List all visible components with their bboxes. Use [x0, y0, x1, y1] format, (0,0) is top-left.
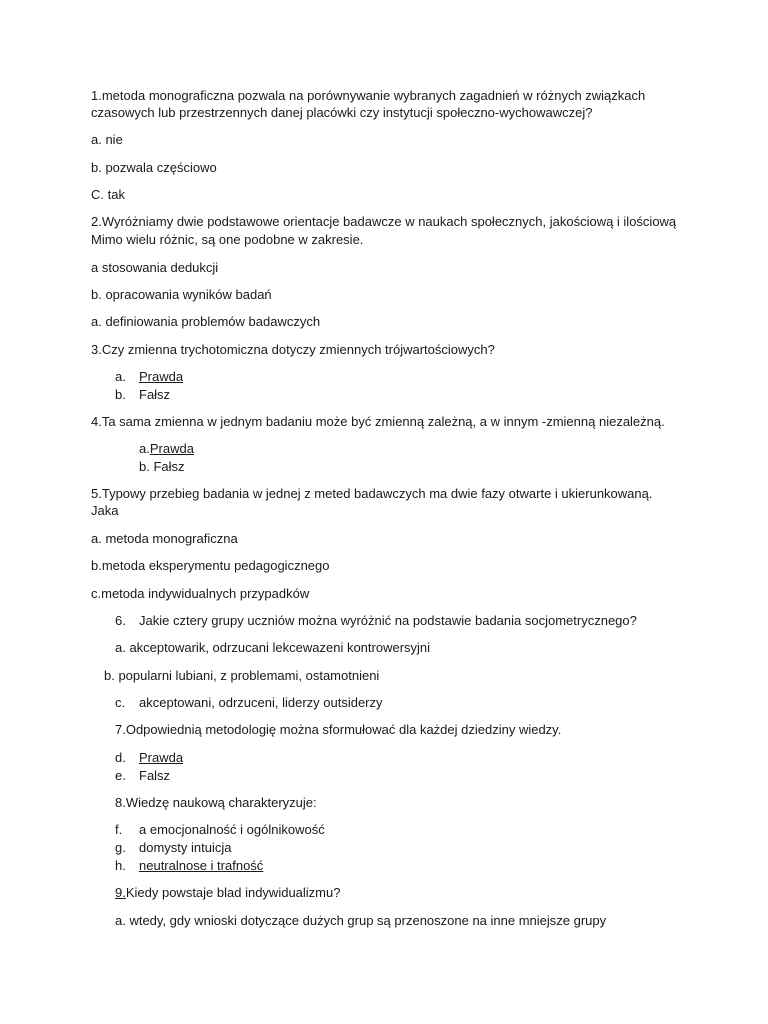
q4-answer-a: [139, 440, 194, 457]
q1-line1: 1.metoda monograficzna pozwala na porównywanie wybranych zagadnień w różnych związkach: [91, 88, 646, 103]
list-marker: a.: [115, 369, 126, 384]
q8-answer-h: [115, 857, 263, 874]
q6-answer-a: a. akceptowarik, odrzucani lekcewazeni kontrowersyjni: [115, 640, 431, 655]
q8-answer-g: [115, 839, 231, 856]
list-marker: f.: [115, 822, 123, 837]
q4-answer-a-text: Prawda: [149, 441, 194, 456]
q6-question-text: Jakie cztery grupy uczniów można wyróżnić na podstawie badania socjometrycznego?: [139, 613, 637, 628]
list-marker: h.: [115, 858, 126, 873]
q8-answer-f-text: a emocjonalność i ogólnikowość: [139, 822, 325, 837]
q2-answer-c: a. definiowania problemów badawczych: [91, 314, 321, 329]
q3-question: 3.Czy zmienna trychotomiczna dotyczy zmiennych trójwartościowych?: [91, 342, 495, 357]
q4-question: 4.Ta sama zmienna w jednym badaniu może być zmienną zależną, a w innym -zmienną niezależną.: [91, 414, 665, 429]
q5-line2: Jaka: [91, 503, 119, 518]
q8-answer-f: [115, 821, 325, 838]
list-marker: c.: [115, 695, 126, 710]
list-marker: g.: [115, 840, 126, 855]
list-marker: d.: [115, 750, 126, 765]
q7-answer-e-text: Falsz: [139, 768, 171, 783]
q4-answer-a-prefix: a.: [139, 441, 150, 456]
q8-answer-g-text: domysty intuicja: [139, 840, 232, 855]
q1-answer-c: C. tak: [91, 187, 125, 202]
q5-answer-a: a. metoda monograficzna: [91, 531, 238, 546]
q5-answer-b: b.metoda eksperymentu pedagogicznego: [91, 558, 330, 573]
q6-answer-b: b. popularni lubiani, z problemami, ostamotnieni: [104, 668, 380, 683]
q7-answer-d-text: Prawda: [139, 750, 184, 765]
q1-line2: czasowych lub przestrzennych danej placówki czy instytucji społeczno-wychowawczej?: [91, 105, 593, 120]
q7-question: 7.Odpowiednią metodologię można sformułować dla każdej dziedziny wiedzy.: [115, 722, 562, 737]
q1-answer-a: a. nie: [91, 132, 123, 147]
q3-answer-a-text: Prawda: [139, 369, 184, 384]
q6-answer-c: [115, 694, 383, 711]
q7-answer-d: [115, 749, 183, 766]
q3-answer-b-text: Fałsz: [139, 387, 171, 402]
q2-answer-b: b. opracowania wyników badań: [91, 287, 272, 302]
q6-answer-c-text: akceptowani, odrzuceni, liderzy outsiderzy: [139, 695, 383, 710]
q9-answer-a: a. wtedy, gdy wnioski dotyczące dużych grup są przenoszone na inne mniejsze grupy: [115, 913, 607, 928]
q8-answer-h-text: neutralnose i trafność: [139, 858, 264, 873]
list-marker: e.: [115, 768, 126, 783]
list-marker: b.: [115, 387, 126, 402]
q9-number: 9.: [115, 885, 126, 900]
q7-answer-e: [115, 767, 170, 784]
q8-question: 8.Wiedzę naukową charakteryzuje:: [115, 795, 317, 810]
q6-question: [115, 612, 637, 629]
q9-question-text: Kiedy powstaje blad indywidualizmu?: [125, 885, 341, 900]
q3-answer-a: [115, 368, 183, 385]
q9-question: [115, 884, 340, 901]
q5-answer-c: c.metoda indywidualnych przypadków: [91, 586, 310, 601]
q5-line1: 5.Typowy przebieg badania w jednej z meted badawczych ma dwie fazy otwarte i ukierunkowaną.: [91, 486, 653, 501]
list-marker: 6.: [115, 613, 126, 628]
q4-answer-b: b. Fałsz: [139, 459, 185, 474]
q2-line2: Mimo wielu różnic, są one podobne w zakresie.: [91, 232, 364, 247]
q1-answer-b: b. pozwala częściowo: [91, 160, 217, 175]
q2-line1: 2.Wyróżniamy dwie podstawowe orientacje badawcze w naukach społecznych, jakościową i ilościową: [91, 214, 677, 229]
q2-answer-a: a stosowania dedukcji: [91, 260, 219, 275]
q3-answer-b: [115, 386, 170, 403]
